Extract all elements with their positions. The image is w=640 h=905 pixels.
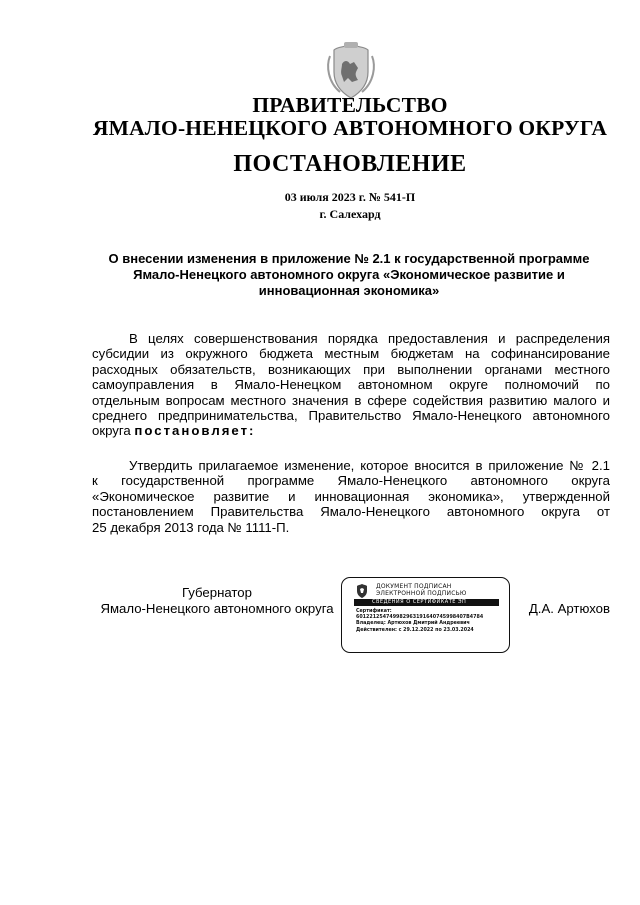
paragraph-line: «Экономическое развитие и инновационная экономика», утвержденной: [92, 488, 610, 504]
subject-line: Ямало-Ненецкого автономного округа «Экономическое развитие и: [133, 267, 565, 282]
government-title-line1: ПРАВИТЕЛЬСТВО: [252, 93, 448, 117]
role-line: Ямало-Ненецкого автономного округа: [100, 601, 334, 616]
government-title-line2: ЯМАЛО-НЕНЕЦКОГО АВТОНОМНОГО ОКРУГА: [92, 116, 608, 140]
subject-line: О внесении изменения в приложение № 2.1 к государственной программе: [108, 251, 590, 266]
paragraph-line: среднего предпринимательства, Правительство Ямало-Ненецкого автономного: [92, 407, 610, 423]
coat-of-arms-icon: [324, 42, 378, 100]
paragraph-line: В целях совершенствования порядка предоставления и распределения: [129, 331, 610, 346]
stamp-header: [376, 583, 467, 597]
stamp-info: [356, 609, 483, 634]
paragraph-line: отдельным вопросам местного значения в сфере содействия развитию малого и: [92, 392, 610, 408]
stamp-bar: СВЕДЕНИЯ О СЕРТИФИКАТЕ ЭП: [354, 599, 499, 606]
certificate-number: 601221254749982963191640745998407B4784: [356, 615, 484, 621]
stamp-header-line: ДОКУМЕНТ ПОДПИСАН: [376, 583, 452, 590]
body-paragraph-2: [92, 458, 610, 535]
paragraph-last-line: [92, 423, 610, 438]
decree-subject: [92, 251, 606, 299]
paragraph-line: к государственной программе Ямало-Ненецкого автономного округа: [92, 473, 610, 489]
paragraph-line: 25 декабря 2013 года № 1111-П.: [92, 519, 290, 535]
role-line: Губернатор: [182, 585, 252, 600]
paragraph-line: Утвердить прилагаемое изменение, которое вносится в приложение № 2.1: [129, 458, 610, 473]
signatory-role: [92, 585, 342, 617]
resolves-keyword: постановляет:: [134, 423, 256, 439]
certificate-owner: Владелец: Артюхов Дмитрий Андреевич: [356, 621, 470, 627]
stamp-emblem-icon: [355, 583, 369, 599]
stamp-header-line: ЭЛЕКТРОННОЙ ПОДПИСЬЮ: [376, 590, 467, 597]
paragraph-line: самоуправления в Ямало-Ненецком автономном округе полномочий по: [92, 377, 610, 393]
okruga-word: округа: [92, 423, 131, 439]
paragraph-line: расходных обязательств, возникающих при выполнении органами местного: [92, 361, 610, 377]
certificate-validity: Действителен: с 29.12.2022 по 23.03.2024: [356, 627, 474, 633]
decree-date-number: 03 июля 2023 г. № 541-П: [284, 190, 416, 204]
subject-line: инновационная экономика»: [258, 283, 440, 298]
decree-title: ПОСТАНОВЛЕНИЕ: [233, 151, 467, 177]
paragraph-line: субсидии из окружного бюджета местным бюджетам на софинансирование: [92, 346, 610, 362]
certificate-label: Сертификат:: [356, 609, 392, 614]
body-paragraph-1: [92, 331, 610, 439]
paragraph-line: постановлением Правительства Ямало-Ненецкого автономного округа от: [92, 504, 610, 520]
signatory-name: Д.А. Артюхов: [528, 601, 610, 616]
electronic-signature-stamp: [341, 577, 510, 653]
decree-city: г. Салехард: [319, 207, 381, 221]
